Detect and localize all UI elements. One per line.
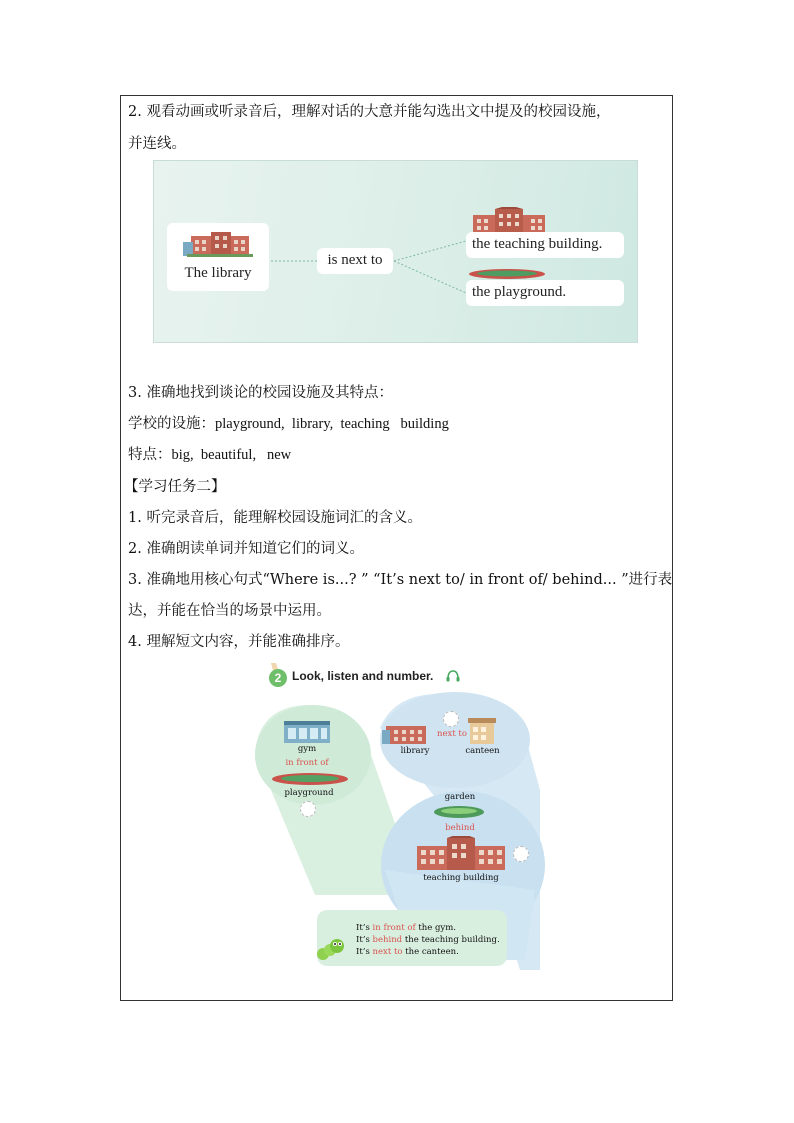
sentences <box>356 922 500 958</box>
task-group2-item2: 2. 准确朗读单词并知道它们的词义。 <box>128 541 364 557</box>
features-line <box>128 445 291 465</box>
task2-line1: 2. 观看动画或听录音后，理解对话的大意并能勾选出文中提及的校园设施， <box>128 104 611 120</box>
teaching-building-label: teaching building <box>423 873 499 883</box>
task-group2-item3-a: 3. 准确地用核心句式“Where is...? ” “It’s next to/ in front of/ behind... ”进行表 <box>128 572 673 588</box>
in-front-of-label: in front of <box>285 758 329 768</box>
canteen-icon <box>468 718 496 744</box>
sentence-1: It’s in front of the gym. <box>356 923 456 933</box>
sentence-3: It’s next to the canteen. <box>356 947 459 957</box>
library-icon <box>382 722 426 744</box>
gym-building-icon <box>284 721 330 743</box>
number-circle-1[interactable] <box>300 801 316 817</box>
option2-label: the playground. <box>472 284 567 300</box>
teaching-building-icon <box>469 207 549 235</box>
relation-card <box>317 248 393 274</box>
task-group2-title: 【学习任务二】 <box>124 479 226 495</box>
garden-label: garden <box>444 792 476 802</box>
facilities-list: playground, library, teaching building <box>215 416 449 432</box>
look-listen-figure <box>255 660 545 972</box>
task-group2-item4: 4. 理解短文内容，并能准确排序。 <box>128 634 350 650</box>
next-to-label: next to <box>437 729 467 739</box>
caterpillar-icon <box>315 932 349 964</box>
number-circle-2[interactable] <box>443 711 459 727</box>
library-card <box>167 223 269 291</box>
playground-icon <box>467 268 547 280</box>
task3-heading: 3. 准确地找到谈论的校园设施及其特点： <box>128 385 393 401</box>
task2-line2: 并连线。 <box>128 136 186 152</box>
relation-label: is next to <box>327 252 383 268</box>
playground-track-icon <box>271 772 349 786</box>
playground-label: playground <box>284 788 334 798</box>
exercise-number-badge: 2 <box>269 669 287 687</box>
features-label: 特点： <box>128 447 172 463</box>
option-card-teaching-building <box>466 232 624 258</box>
task-group2-item1: 1. 听完录音后，能理解校园设施词汇的含义。 <box>128 510 422 526</box>
number-circle-3[interactable] <box>513 846 529 862</box>
facilities-line <box>128 414 449 434</box>
facilities-label: 学校的设施： <box>128 416 215 432</box>
matching-figure <box>153 160 638 343</box>
garden-icon <box>433 805 485 819</box>
headphones-icon <box>446 670 460 682</box>
option1-label: the teaching building. <box>472 236 603 252</box>
canteen-label: canteen <box>465 746 500 756</box>
library-label: The library <box>184 265 252 281</box>
library-small-label: library <box>400 746 430 756</box>
exercise-title: Look, listen and number. <box>292 669 434 683</box>
teaching-building-small-icon <box>413 836 509 870</box>
features-list: big, beautiful, new <box>171 447 292 463</box>
option-card-playground <box>466 280 624 306</box>
task-group2-item3-b: 达，并能在恰当的场景中运用。 <box>128 603 331 619</box>
sentence-2: It’s behind the teaching building. <box>356 935 500 945</box>
library-building-icon <box>183 232 257 258</box>
behind-label: behind <box>445 823 475 833</box>
gym-label: gym <box>297 744 317 754</box>
